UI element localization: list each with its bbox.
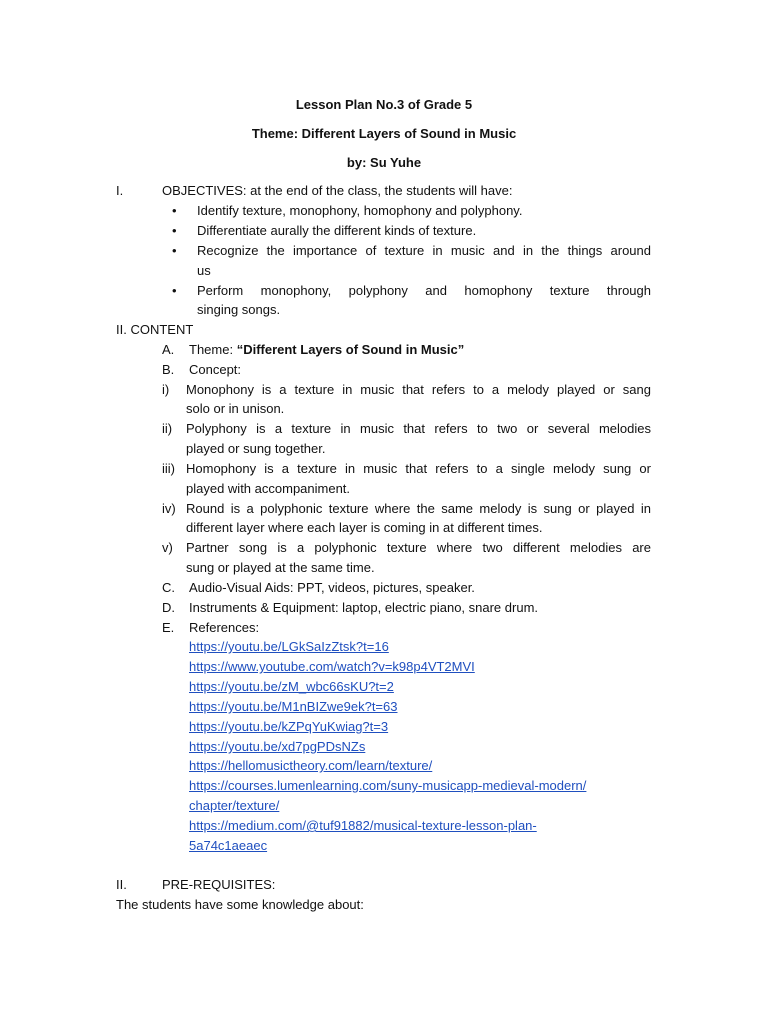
audio-visual-aids: Audio-Visual Aids: PPT, videos, pictures, speaker.	[189, 580, 475, 595]
reference-link[interactable]: https://youtu.be/kZPqYuKwiag?t=3	[189, 719, 389, 734]
concept-text-continued: solo or in unison.	[186, 401, 285, 416]
concept-label: Concept:	[189, 362, 242, 377]
reference-link-continued[interactable]: 5a74c1aeaec	[189, 838, 268, 853]
item-letter-b: B.	[162, 362, 175, 377]
instruments-equipment: Instruments & Equipment: laptop, electric piano, snare drum.	[189, 600, 539, 615]
concept-number: i)	[162, 382, 170, 397]
objectives-numeral: I.	[116, 183, 124, 198]
objective-item: Differentiate aurally the different kinds of texture.	[197, 223, 477, 238]
concept-text: Partner song is a polyphonic texture where two different melodies are	[186, 540, 651, 555]
item-letter-a: A.	[162, 342, 175, 357]
theme-label: Theme:	[189, 342, 237, 357]
concept-text-continued: sung or played at the same time.	[186, 560, 375, 575]
concept-number: iii)	[162, 461, 175, 476]
concept-text: Homophony is a texture in music that refers to a single melody sung or	[186, 461, 651, 476]
reference-link[interactable]: https://hellomusictheory.com/learn/texture/	[189, 758, 433, 773]
references-label: References:	[189, 620, 260, 635]
item-letter-d: D.	[162, 600, 175, 615]
item-letter-c: C.	[162, 580, 175, 595]
lesson-author: by: Su Yuhe	[346, 155, 422, 170]
reference-link[interactable]: https://medium.com/@tuf91882/musical-texture-lesson-plan-	[189, 818, 537, 833]
prereq-numeral: II.	[116, 877, 127, 892]
lesson-theme: Theme: Different Layers of Sound in Music	[251, 126, 517, 141]
bullet: •	[172, 283, 177, 298]
reference-link-continued[interactable]: chapter/texture/	[189, 798, 280, 813]
objective-item: Identify texture, monophony, homophony and polyphony.	[197, 203, 523, 218]
objective-item: Perform monophony, polyphony and homophony texture through	[197, 283, 651, 298]
reference-link[interactable]: https://courses.lumenlearning.com/suny-musicapp-medieval-modern/	[189, 778, 587, 793]
concept-text-continued: different layer where each layer is coming in at different times.	[186, 520, 543, 535]
bullet: •	[172, 203, 177, 218]
concept-number: v)	[162, 540, 173, 555]
objective-item-continued: us	[197, 263, 211, 278]
prereq-text: The students have some knowledge about:	[116, 897, 364, 912]
concept-text: Round is a polyphonic texture where the same melody is sung or played in	[186, 501, 651, 516]
concept-text-continued: played with accompaniment.	[186, 481, 351, 496]
item-letter-e: E.	[162, 620, 175, 635]
reference-link[interactable]: https://youtu.be/LGkSaIzZtsk?t=16	[189, 639, 389, 654]
concept-text: Polyphony is a texture in music that refers to two or several melodies	[186, 421, 651, 436]
bullet: •	[172, 243, 177, 258]
objectives-heading: OBJECTIVES: at the end of the class, the students will have:	[162, 183, 513, 198]
lesson-title: Lesson Plan No.3 of Grade 5	[295, 97, 473, 112]
theme-item	[189, 340, 464, 360]
concept-number: ii)	[162, 421, 173, 436]
reference-link[interactable]: https://youtu.be/M1nBIZwe9ek?t=63	[189, 699, 398, 714]
reference-link[interactable]: https://youtu.be/zM_wbc66sKU?t=2	[189, 679, 394, 694]
theme-value: “Different Layers of Sound in Music”	[236, 342, 465, 357]
content-heading: II. CONTENT	[116, 322, 194, 337]
bullet: •	[172, 223, 177, 238]
objective-item: Recognize the importance of texture in music and in the things around	[197, 243, 651, 258]
concept-text-continued: played or sung together.	[186, 441, 326, 456]
reference-link[interactable]: https://www.youtube.com/watch?v=k98p4VT2MVI	[189, 659, 475, 674]
reference-link[interactable]: https://youtu.be/xd7pgPDsNZs	[189, 739, 366, 754]
concept-number: iv)	[162, 501, 176, 516]
concept-text: Monophony is a texture in music that refers to a melody played or sang	[186, 382, 651, 397]
objective-item-continued: singing songs.	[197, 302, 281, 317]
prereq-heading: PRE-REQUISITES:	[162, 877, 276, 892]
